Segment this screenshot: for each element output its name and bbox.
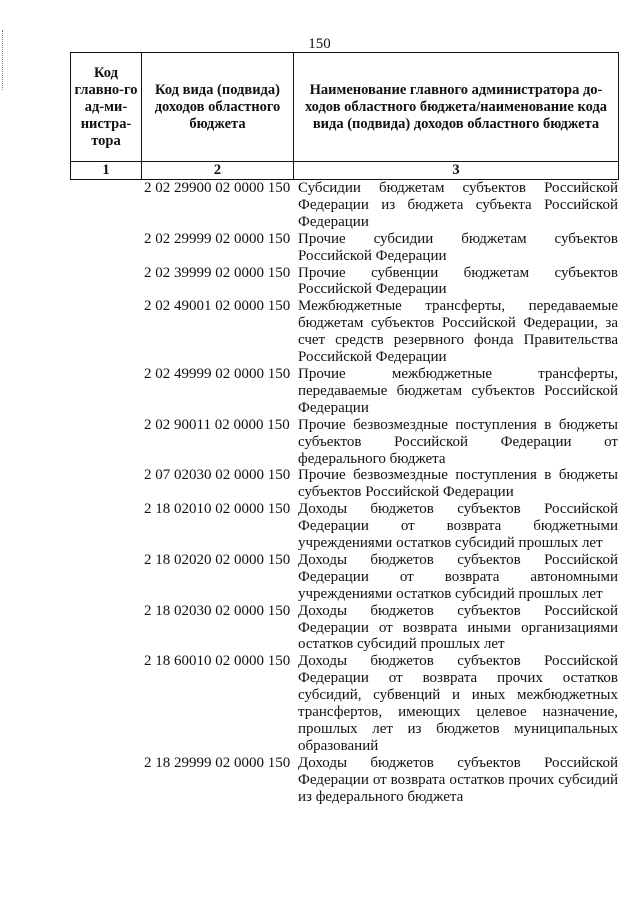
header-num-3: 3 xyxy=(294,162,619,180)
income-code: 2 07 02030 02 0000 150 xyxy=(144,467,291,484)
income-code: 2 02 90011 02 0000 150 xyxy=(144,416,290,433)
income-code: 2 18 29999 02 0000 150 xyxy=(144,754,291,771)
income-code: 2 18 02010 02 0000 150 xyxy=(144,501,291,518)
income-code: 2 02 49999 02 0000 150 xyxy=(144,365,291,382)
table-row xyxy=(144,653,620,754)
income-code: 2 18 02030 02 0000 150 xyxy=(144,602,291,619)
table-row xyxy=(144,265,620,299)
income-name: Доходы бюджетов субъектов Российской Федерации от возврата остатков прочих субсидий из федерального бюджета xyxy=(298,754,618,805)
income-code: 2 02 49001 02 0000 150 xyxy=(144,298,291,315)
income-code: 2 02 29999 02 0000 150 xyxy=(144,230,291,247)
header-col-income-code: Код вида (подвида) доходов областного бюджета xyxy=(142,53,294,162)
income-code: 2 02 39999 02 0000 150 xyxy=(144,264,291,281)
table-row xyxy=(144,417,620,468)
income-name: Доходы бюджетов субъектов Российской Федерации от возврата бюджетными учреждениями остатков субсидий прошлых лет xyxy=(298,501,618,552)
table-row xyxy=(144,501,620,552)
page-number: 150 xyxy=(308,36,331,52)
table-row xyxy=(144,231,620,265)
table-row xyxy=(144,467,620,501)
table-row xyxy=(144,366,620,417)
header-table xyxy=(70,52,619,180)
income-name: Доходы бюджетов субъектов Российской Федерации от возврата иными организациями остатков субсидий прошлых лет xyxy=(298,602,618,653)
income-name: Прочие субвенции бюджетам субъектов Российской Федерации xyxy=(298,264,618,298)
header-col-admin-code: Код главно-го ад-ми-нистра-тора xyxy=(71,53,142,162)
income-name: Доходы бюджетов субъектов Российской Федерации от возврата прочих остатков субсидий, субвенций и иных межбюджетных трансфертов, имеющих целевое назначение, прошлых лет из бюджетов муниципальных образований xyxy=(298,653,618,754)
income-name: Прочие безвозмездные поступления в бюджеты субъектов Российской Федерации xyxy=(298,467,618,501)
table-row xyxy=(144,755,620,806)
income-code: 2 18 02020 02 0000 150 xyxy=(144,551,291,568)
header-num-2: 2 xyxy=(142,162,294,180)
income-code: 2 18 60010 02 0000 150 xyxy=(144,653,291,670)
table-row xyxy=(144,603,620,654)
income-name: Прочие субсидии бюджетам субъектов Российской Федерации xyxy=(298,230,618,264)
income-code: 2 02 29900 02 0000 150 xyxy=(144,180,291,196)
income-code-list xyxy=(144,180,620,806)
income-name: Прочие безвозмездные поступления в бюджеты субъектов Российской Федерации от федерального бюджета xyxy=(298,416,618,467)
income-name: Доходы бюджетов субъектов Российской Федерации от возврата автономными учреждениями остатков субсидий прошлых лет xyxy=(298,551,618,602)
table-row xyxy=(144,180,620,231)
table-row xyxy=(144,298,620,366)
income-name: Межбюджетные трансферты, передаваемые бюджетам субъектов Российской Федерации, за счет средств резервного фонда Правительства Российской Федерации xyxy=(298,298,618,366)
table-row xyxy=(144,552,620,603)
header-num-1: 1 xyxy=(71,162,142,180)
income-name: Субсидии бюджетам субъектов Российской Федерации из бюджета субъекта Российской Федерации xyxy=(298,180,618,230)
income-name: Прочие межбюджетные трансферты, передаваемые бюджетам субъектов Российской Федерации xyxy=(298,365,618,416)
header-col-name: Наименование главного администратора до-ходов областного бюджета/наименование кода вида (подвида) доходов областного бюджета xyxy=(294,53,619,162)
